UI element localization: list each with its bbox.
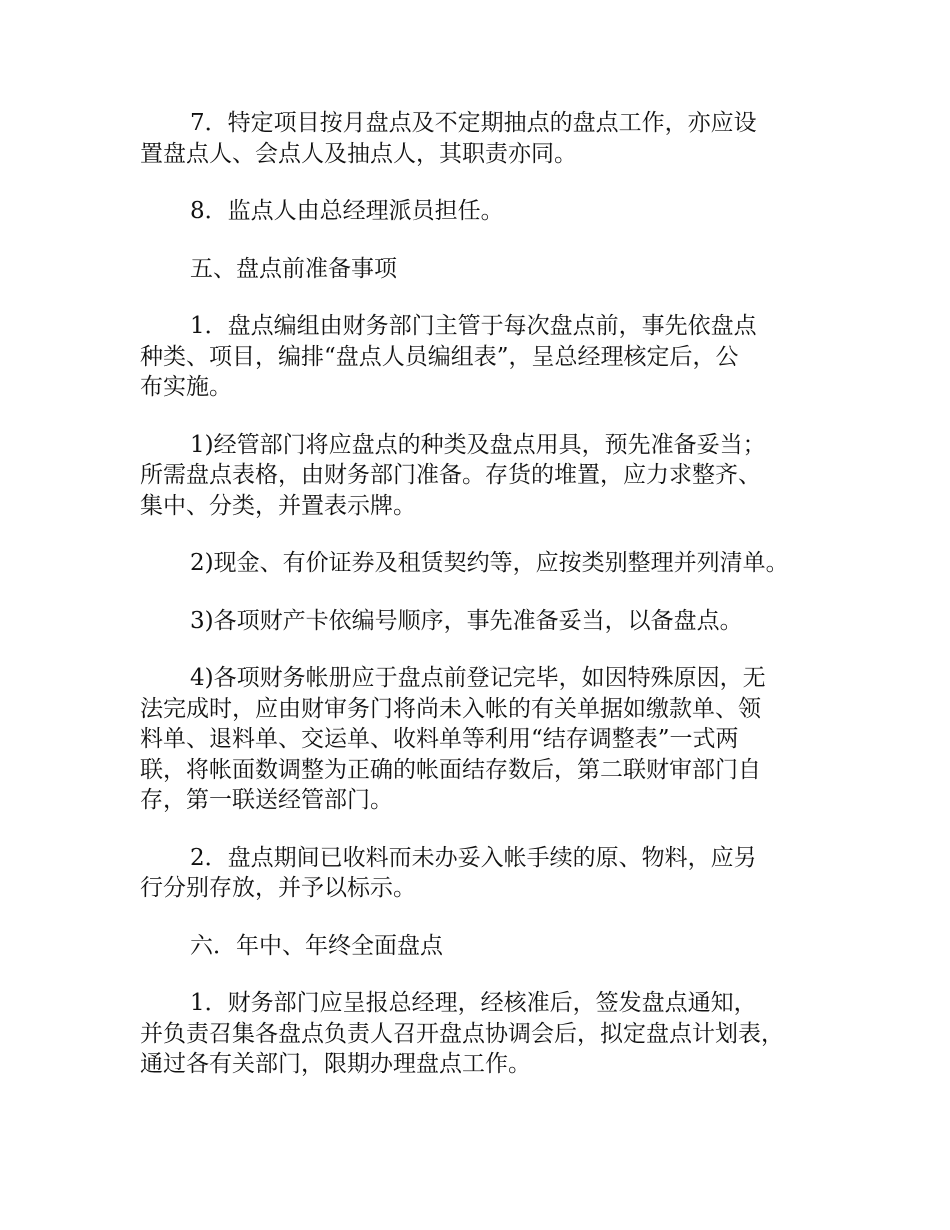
text-line: 法完成时，应由财审务门将尚未入帐的有关单据如缴款单、领	[140, 695, 761, 722]
text-line: 2)现金、有价证券及租赁契约等，应按类别整理并列清单。	[190, 550, 789, 576]
paragraph-subitem-1	[140, 430, 830, 522]
text-line: 存，第一联送经管部门。	[140, 787, 393, 813]
paragraph-item-2	[140, 843, 830, 904]
text-line: 集中、分类，并置表示牌。	[140, 492, 416, 519]
paragraph-subitem-4	[140, 663, 830, 816]
text-line: 4)各项财务帐册应于盘点前登记完毕，如因特殊原因，无	[190, 665, 766, 691]
paragraph-item-7	[140, 108, 830, 169]
document-body	[140, 108, 830, 1107]
paragraph-item-1	[140, 311, 830, 403]
text-line: 并负责召集各盘点负责人召开盘点协调会后，拟定盘点计划表，	[140, 1020, 784, 1047]
text-line: 1．财务部门应呈报总经理，经核准后，签发盘点通知，	[190, 990, 757, 1016]
text-line: 五、盘点前准备事项	[190, 255, 397, 282]
paragraph-subitem-2	[140, 548, 830, 579]
text-line: 布实施。	[140, 374, 232, 400]
text-line: 六．年中、年终全面盘点	[190, 932, 443, 959]
paragraph-subitem-3	[140, 606, 830, 637]
text-line: 2．盘点期间已收料而未办妥入帐手续的原、物料，应另	[190, 844, 757, 871]
section-heading-5	[140, 254, 830, 285]
text-line: 种类、项目，编排“盘点人员编组表”，呈总经理核定后，公	[140, 343, 739, 370]
text-line: 8．监点人由总经理派员担任。	[190, 198, 504, 224]
text-line: 7．特定项目按月盘点及不定期抽点的盘点工作，亦应设	[190, 110, 757, 136]
text-line: 料单、退料单、交运单、收料单等利用“结存调整表”一式两	[140, 726, 739, 752]
paragraph-item-8	[140, 196, 830, 227]
paragraph-item-1b	[140, 988, 830, 1080]
section-heading-6	[140, 931, 830, 962]
text-line: 联，将帐面数调整为正确的帐面结存数后，第二联财审部门自	[140, 756, 761, 783]
text-line: 1．盘点编组由财务部门主管于每次盘点前，事先依盘点	[190, 313, 757, 339]
text-line: 通过各有关部门，限期办理盘点工作。	[140, 1051, 531, 1077]
text-line: 行分别存放，并予以标示。	[140, 875, 416, 901]
text-line: 1)经管部门将应盘点的种类及盘点用具，预先准备妥当；	[190, 431, 766, 458]
text-line: 3)各项财产卡依编号顺序，事先准备妥当，以备盘点。	[190, 607, 743, 634]
text-line: 所需盘点表格，由财务部门准备。存货的堆置，应力求整齐、	[140, 462, 761, 488]
text-line: 置盘点人、会点人及抽点人，其职责亦同。	[140, 140, 577, 167]
